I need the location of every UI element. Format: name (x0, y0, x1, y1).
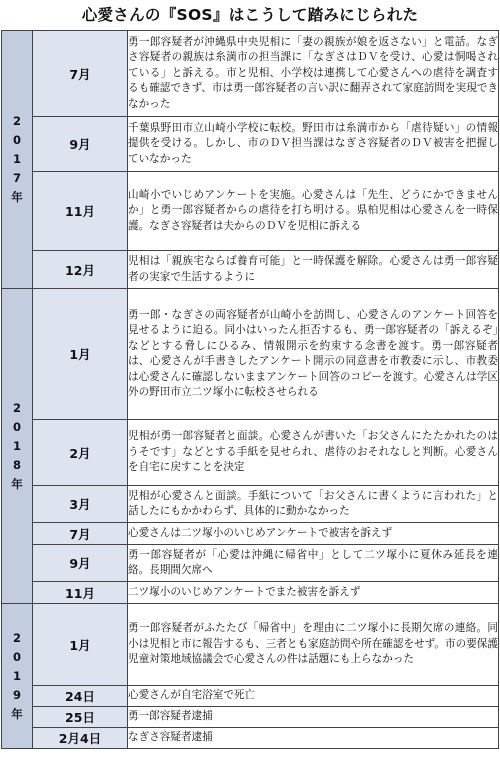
month-cell: 7月 (33, 31, 128, 117)
table-row (2, 545, 499, 582)
year-char: 0 (12, 419, 21, 434)
year-char: 0 (12, 649, 21, 664)
year-char: 1 (12, 438, 21, 453)
table-row (2, 707, 499, 728)
table-row (2, 31, 499, 117)
year-char: 0 (12, 133, 21, 147)
table-row (2, 604, 499, 686)
year-char: 7 (12, 171, 21, 185)
year-char: 1 (12, 668, 21, 683)
table-row (2, 172, 499, 251)
year-label (11, 112, 23, 207)
year-char: 2 (12, 630, 21, 645)
year-char: 年 (11, 190, 23, 204)
month-cell: 1月 (33, 289, 128, 420)
year-label (11, 399, 23, 494)
year-char: 8 (12, 457, 21, 472)
figure-title: 心愛さんの『SOS』はこうして踏みにじられた (81, 6, 419, 24)
month-cell: 7月 (33, 523, 128, 545)
year-cell-2019 (2, 604, 33, 749)
event-text: 勇一郎容疑者が沖縄県中央児相に「妻の親族が娘を返さない」と電話。なぎさ容疑者の親族は糸満市の担当課に「なぎさはＤＶを受け、心愛は恫喝されている」と訴える。市と児相、小学校は連携して心愛さんへの虐待を調査するも確認できず、市は勇一郎容疑者の言い訳に翻弄されて家庭訪問を実現できなかった (128, 31, 499, 117)
event-text: 勇一郎容疑者が「心愛は沖縄に帰省中」として二ツ塚小に夏休み延長を連絡。長期間欠席へ (128, 545, 499, 582)
year-char: 2 (12, 400, 21, 415)
year-cell-2017 (2, 31, 33, 289)
month-cell: 11月 (33, 172, 128, 251)
month-cell: 2月 (33, 420, 128, 486)
month-cell: 11月 (33, 582, 128, 604)
month-cell: 24日 (33, 686, 128, 707)
table-row (2, 686, 499, 707)
table-row (2, 420, 499, 486)
event-text: 児相は「親族宅ならば養育可能」と一時保護を解除。心愛さんは勇一郎容疑者の実家で生活するように (128, 251, 499, 289)
event-text: 心愛さんは二ツ塚小のいじめアンケートで被害を訴えず (128, 523, 499, 545)
table-row (2, 523, 499, 545)
year-char: 2 (12, 114, 21, 128)
table-row (2, 289, 499, 420)
year-char: 年 (11, 706, 23, 721)
month-cell: 25日 (33, 707, 128, 728)
month-cell: 3月 (33, 486, 128, 523)
event-text: なぎさ容疑者逮捕 (128, 728, 499, 749)
timeline-table (1, 30, 499, 749)
month-cell: 9月 (33, 545, 128, 582)
table-row (2, 486, 499, 523)
year-char: 年 (11, 476, 23, 491)
table-row (2, 582, 499, 604)
month-cell: 2月4日 (33, 728, 128, 749)
event-text: 勇一郎容疑者がふたたび「帰省中」を理由に二ツ塚小に長期欠席の連絡。同小は児相と市に報告するも、三者とも家庭訪問や所在確認をせず。市の要保護児童対策地域協議会で心愛さんの件は話題にも上らなかった (128, 604, 499, 686)
month-cell: 12月 (33, 251, 128, 289)
event-text: 勇一郎・なぎさの両容疑者が山崎小を訪問し、心愛さんのアンケート回答を見せるように迫る。同小はいったん拒否するも、勇一郎容疑者の「訴えるぞ」などとする脅しにひるみ、情報開示を約束する念書を渡す。勇一郎容疑者は、心愛さんが手書きしたアンケート開示の同意書を市教委に示し、市教委は心愛さんに確認しないままアンケート回答のコピーを渡す。心愛さんは学区外の野田市立二ツ塚小に転校させられる (128, 289, 499, 420)
year-char: 9 (12, 687, 21, 702)
event-text: 児相が心愛さんと面談。手紙について「お父さんに書くように言われた」と話したにもかかわらず、具体的に動かなかった (128, 486, 499, 523)
month-cell: 1月 (33, 604, 128, 686)
table-row (2, 728, 499, 749)
event-text: 山崎小でいじめアンケートを実施。心愛さんは「先生、どうにかできませんか」と勇一郎容疑者からの虐待を打ち明ける。県柏児相は心愛さんを一時保護。なぎさ容疑者は夫からのＤＶを児相に訴える (128, 172, 499, 251)
year-label (11, 629, 23, 724)
table-row (2, 251, 499, 289)
year-char: 1 (12, 152, 21, 166)
event-text: 児相が勇一郎容疑者と面談。心愛さんが書いた「お父さんにたたかれたのはうそです」などとする手紙を見せられ、虐待のおそれなしと判断。心愛さんを自宅に戻すことを決定 (128, 420, 499, 486)
event-text: 二ツ塚小のいじめアンケートでまた被害を訴えず (128, 582, 499, 604)
table-row (2, 117, 499, 172)
event-text: 勇一郎容疑者逮捕 (128, 707, 499, 728)
year-cell-2018 (2, 289, 33, 604)
event-text: 千葉県野田市立山崎小学校に転校。野田市は糸満市から「虐待疑い」の情報提供を受ける。しかし、市のＤＶ担当課はなぎさ容疑者のＤＶ被害を把握していなかった (128, 117, 499, 172)
event-text: 心愛さんが自宅浴室で死亡 (128, 686, 499, 707)
month-cell: 9月 (33, 117, 128, 172)
